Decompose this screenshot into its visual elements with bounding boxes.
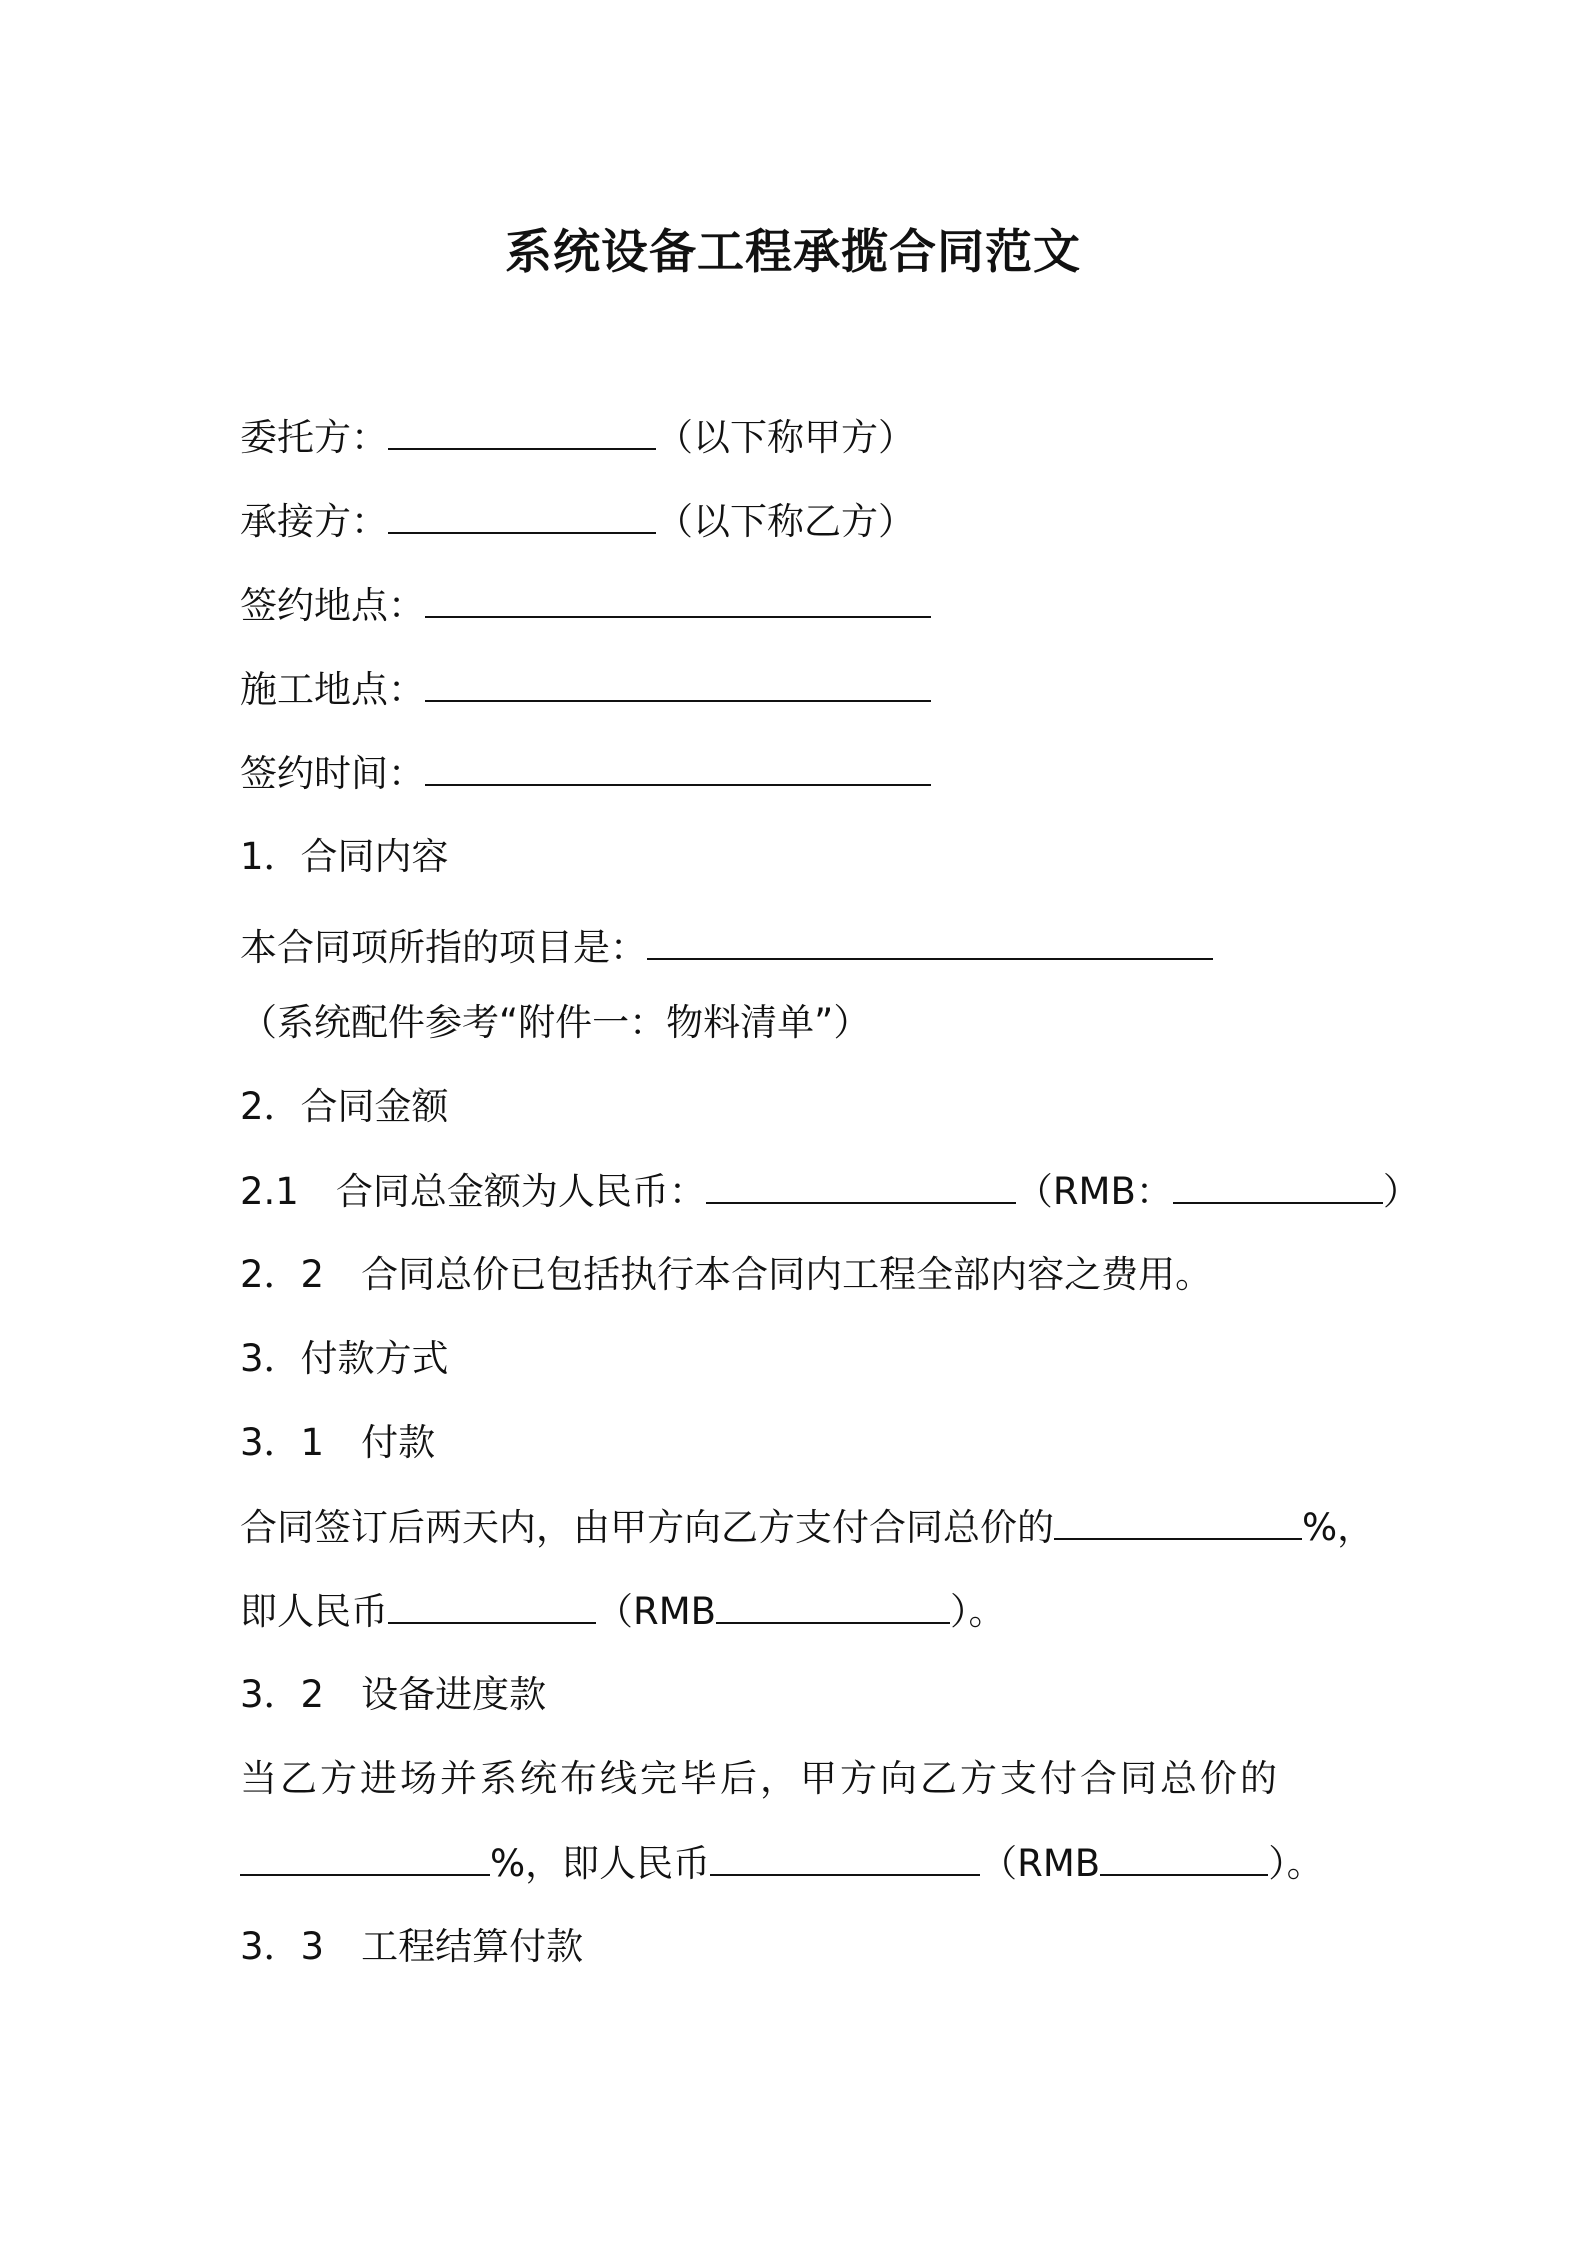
clause-3-1-line-1 xyxy=(240,1502,1374,1553)
clause-3-1-rmb-prefix: 即人民币 xyxy=(240,1590,388,1633)
site-blank[interactable] xyxy=(425,664,931,702)
sign-time-line xyxy=(240,748,931,799)
advance-amount-blank[interactable] xyxy=(388,1586,596,1624)
clause-3-2-heading: 3．2 设备进度款 xyxy=(240,1673,547,1716)
sign-place-label: 签约地点： xyxy=(240,584,425,627)
clause-3-1-text: 合同签订后两天内，由甲方向乙方支付合同总价的 xyxy=(240,1506,1054,1549)
clause-3-1-heading: 3．1 付款 xyxy=(240,1421,436,1464)
progress-amount-blank[interactable] xyxy=(710,1838,980,1876)
clause-3-1-close: ）。 xyxy=(950,1590,1006,1633)
sign-time-label: 签约时间： xyxy=(240,752,425,795)
clause-3-1-line-2 xyxy=(240,1586,1006,1637)
clause-2-1-rmb-open: （RMB： xyxy=(1015,1170,1173,1213)
section-2-heading: 2．合同金额 xyxy=(240,1085,449,1128)
clause-3-2-line-2 xyxy=(240,1838,1324,1889)
sign-time-blank[interactable] xyxy=(425,748,931,786)
party-a-line xyxy=(240,412,915,463)
party-b-suffix: （以下称乙方） xyxy=(656,500,915,543)
advance-rmb-blank[interactable] xyxy=(716,1586,950,1624)
clause-2-1 xyxy=(240,1166,1420,1217)
site-line xyxy=(240,664,931,715)
party-a-blank[interactable] xyxy=(388,412,656,450)
advance-percent-blank[interactable] xyxy=(1054,1502,1302,1540)
party-a-suffix: （以下称甲方） xyxy=(656,416,915,459)
sign-place-blank[interactable] xyxy=(425,580,931,618)
clause-2-1-text: 2.1 合同总金额为人民币： xyxy=(240,1170,706,1213)
party-b-line xyxy=(240,496,915,547)
clause-3-3-heading: 3．3 工程结算付款 xyxy=(240,1925,584,1968)
clause-3-2-close: ）。 xyxy=(1268,1842,1324,1885)
clause-3-2-line-1: 当乙方进场并系统布线完毕后，甲方向乙方支付合同总价的 xyxy=(240,1757,1280,1800)
clause-3-1-rmb-open: （RMB xyxy=(596,1590,717,1633)
clause-2-1-rmb-close: ） xyxy=(1382,1170,1420,1213)
progress-percent-blank[interactable] xyxy=(240,1838,490,1876)
total-rmb-blank[interactable] xyxy=(1173,1166,1383,1204)
document-title: 系统设备工程承揽合同范文 xyxy=(505,225,1081,280)
section-3-heading: 3．付款方式 xyxy=(240,1337,449,1380)
clause-2-2: 2．2 合同总价已包括执行本合同内工程全部内容之费用。 xyxy=(240,1253,1213,1296)
party-b-blank[interactable] xyxy=(388,496,656,534)
project-label: 本合同项所指的项目是： xyxy=(240,926,647,969)
clause-3-2-pct: %，即人民币 xyxy=(490,1842,711,1885)
progress-rmb-blank[interactable] xyxy=(1100,1838,1268,1876)
project-blank[interactable] xyxy=(647,922,1213,960)
site-label: 施工地点： xyxy=(240,668,425,711)
sign-place-line xyxy=(240,580,931,631)
party-b-label: 承接方： xyxy=(240,500,388,543)
clause-3-1-tail: %， xyxy=(1302,1506,1375,1549)
total-amount-blank[interactable] xyxy=(706,1166,1016,1204)
materials-note: （系统配件参考“附件一：物料清单”） xyxy=(240,1001,871,1044)
section-1-heading: 1．合同内容 xyxy=(240,835,449,878)
clause-3-2-rmb-open: （RMB xyxy=(980,1842,1101,1885)
party-a-label: 委托方： xyxy=(240,416,388,459)
project-line xyxy=(240,922,1213,973)
